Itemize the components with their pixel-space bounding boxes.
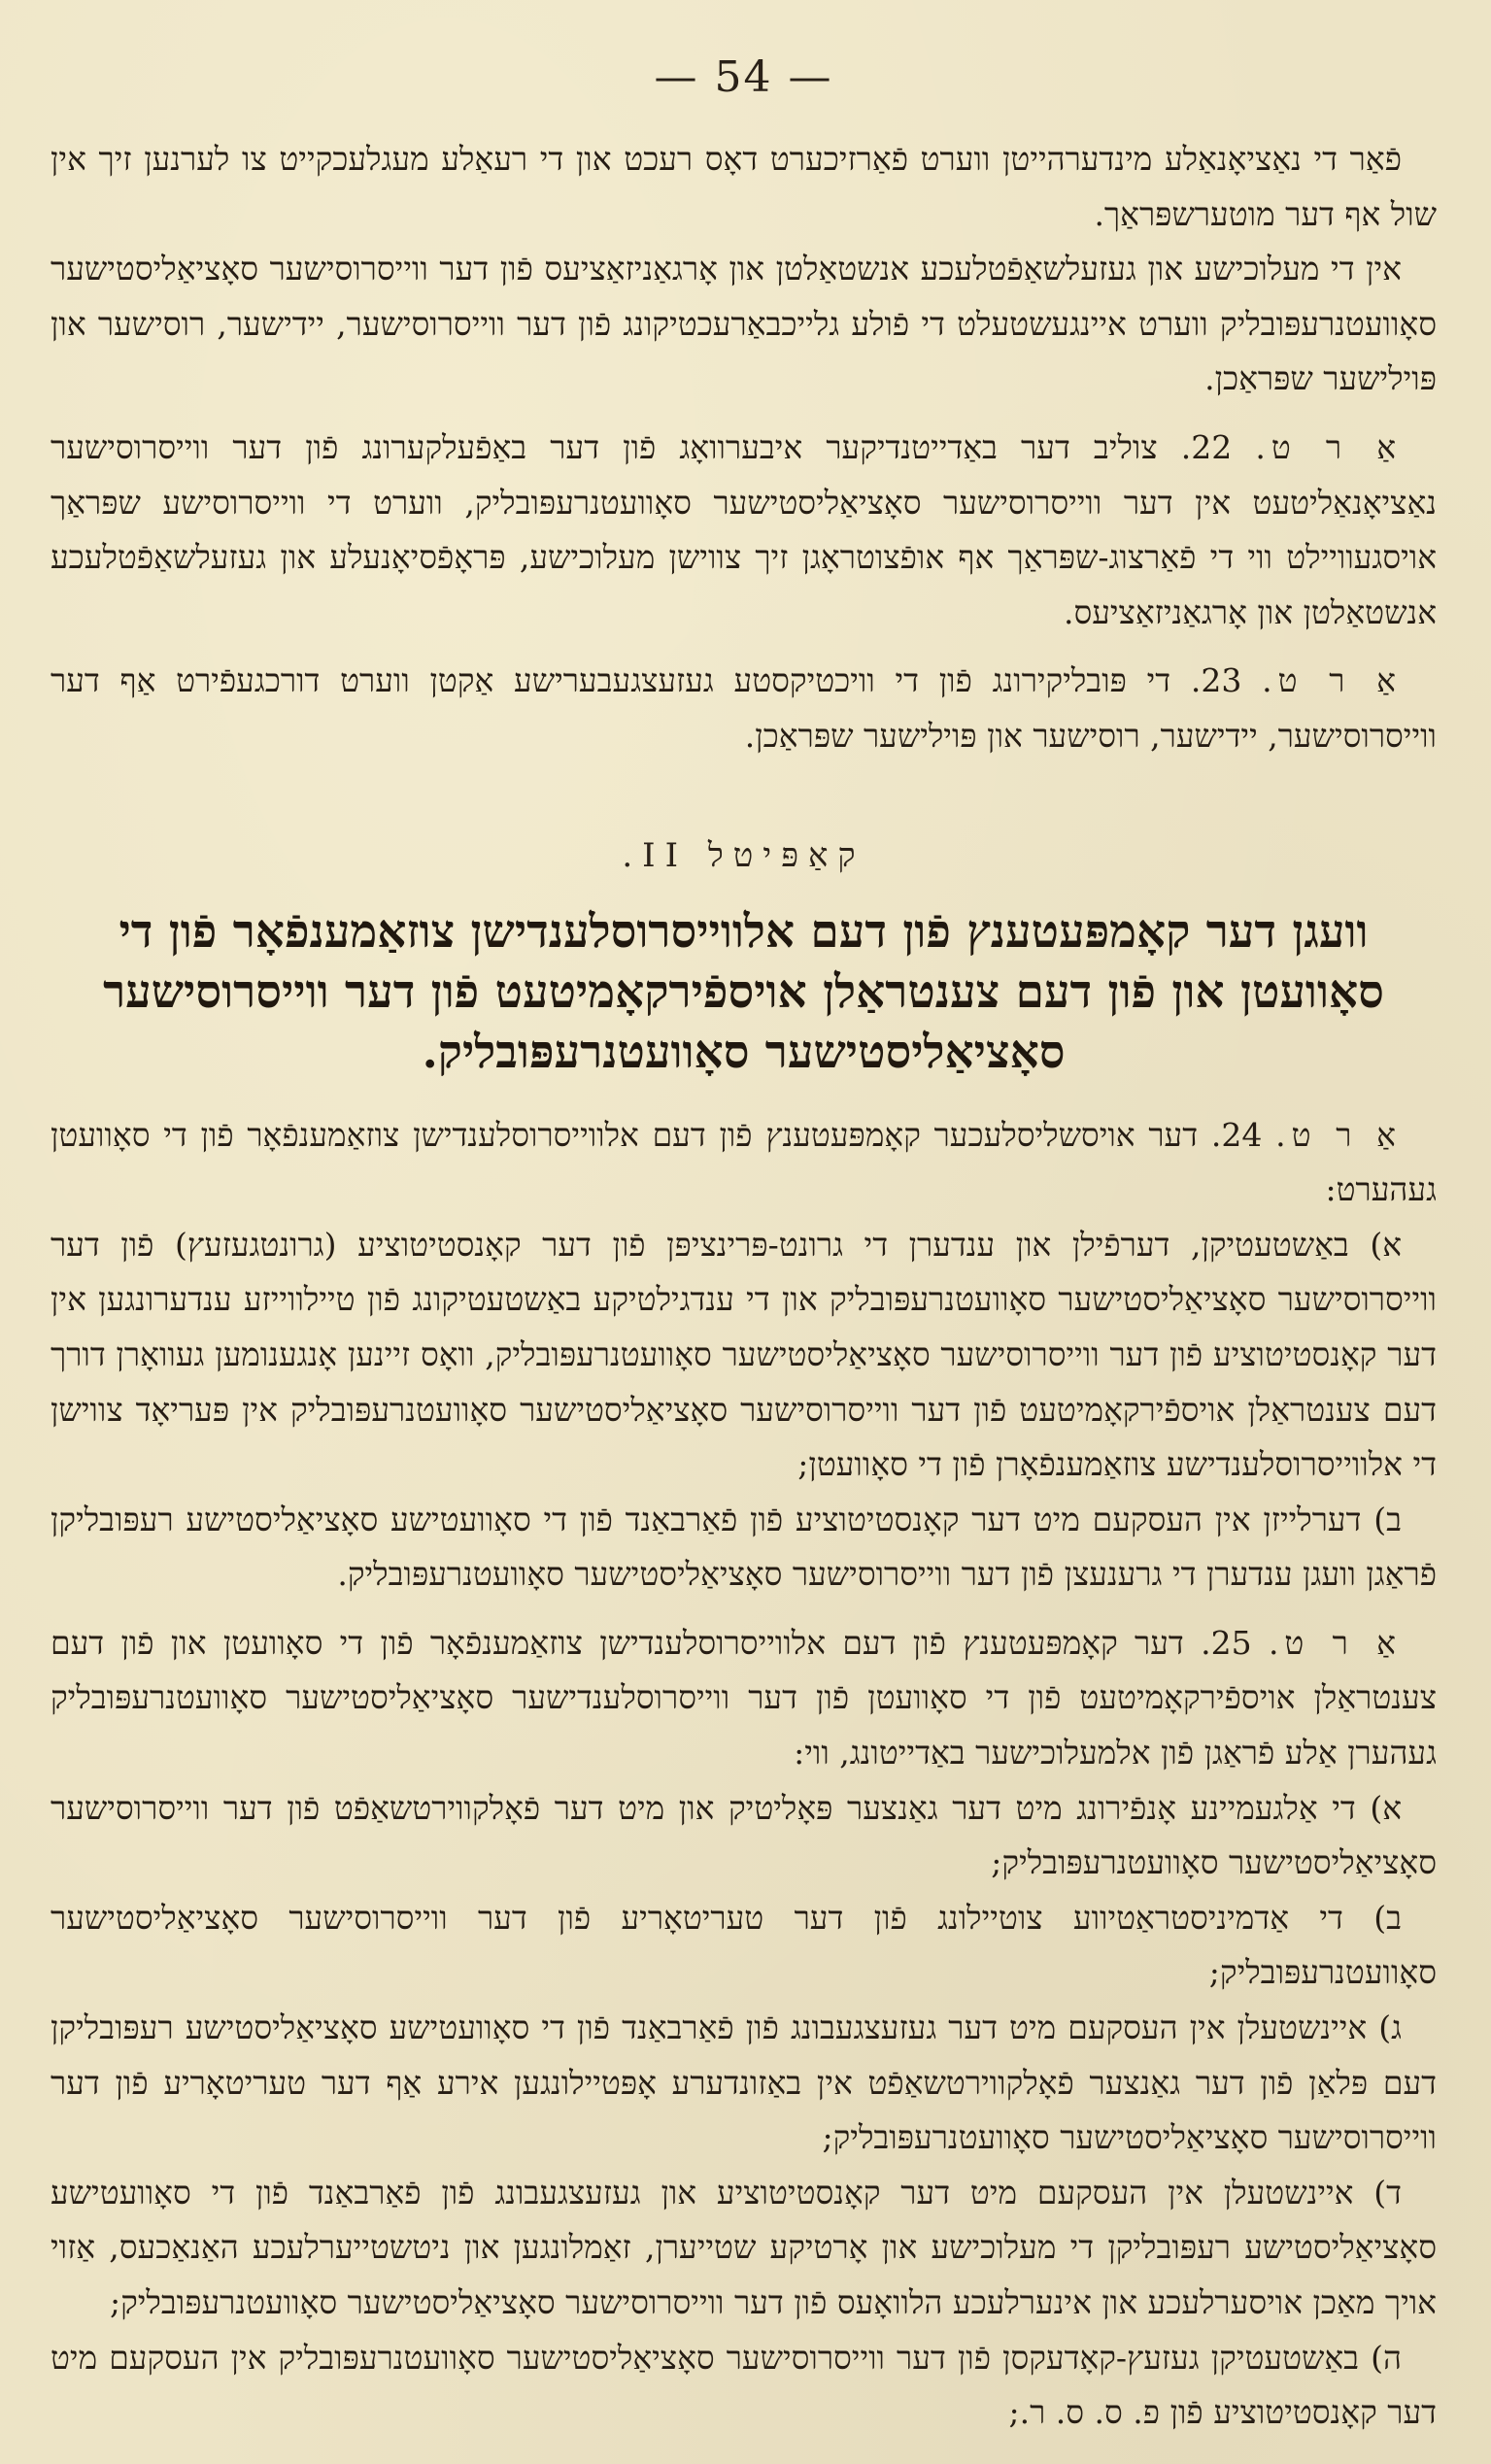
article-25 <box>51 1616 1437 1781</box>
article-23-text: די פּובליקירונג פֿון די וויכטיקסטע געזעצגעבערישע אַקטן ווערט דורכגעפֿירט אַף דער ווייסרוסישער, יידישער, רוסישער און פּוילישער שפּראַכן. <box>51 661 1437 755</box>
chapter-label: קאַפּיטל II. <box>622 835 865 875</box>
article-22 <box>51 421 1437 640</box>
article-24-label: אַ ר ט. <box>1275 1115 1402 1154</box>
article-22-label: אַ ר ט. <box>1255 427 1402 466</box>
article-25-item-c: ג) איינשטעלן אין העסקעם מיט דער געזעצגעבונג פֿון פֿאַרבאַנד פֿון די סאָוועטישע סאָציאַליסטישע רעפּובליקן דעם פּלאַן פֿון דער גאַנצער פֿאָלקווירטשאַפֿט אין באַזונדערע אָפּטיילונגען אירע אַף דער טעריטאָריע פֿון דער ווייסרוסישער סאָציאַליסטישער סאָוועטנרעפּובליק; <box>51 2008 1437 2157</box>
article-25-item-b: ב) די אַדמיניסטראַטיווע צוטיילונג פֿון דער טעריטאָריע פֿון דער ווייסרוסישער סאָציאַליסטישער סאָוועטנרעפּובליק; <box>51 1898 1437 1992</box>
article-25-label: אַ ר ט. <box>1268 1623 1402 1662</box>
article-25-item-e: ה) באַשטעטיקן געזעץ-קאָדעקסן פֿון דער ווייסרוסישער סאָציאַליסטישער סאָוועטנרעפּובליק אין העסקעם מיט דער קאָנסטיטוציע פֿון פ. ס. ס. ר.; <box>51 2338 1437 2432</box>
article-25-number: 25. <box>1201 1623 1252 1662</box>
intro-paragraph-languages: אין די מעלוכישע און געזעלשאַפֿטלעכע אנשטאַלטן און אָרגאַניזאַציעס פֿון דער ווייסרוסישער סאָציאַליסטישער סאָוועטנרעפּובליק ווערט איינגעשטעלט די פֿולע גלייכבאַרעכטיקונג פֿון דער ווייסרוסישער, יידישער, רוסישער און פּוילישער שפּראַכן. <box>51 250 1437 398</box>
article-23 <box>51 654 1437 763</box>
intro-paragraph-minorities: פֿאַר די נאַציאָנאַלע מינדערהייטן ווערט פֿאַרזיכערט דאָס רעכט און די רעאַלע מעגלעכקייט צו לערנען זיך אין שול אף דער מוטערשפּראַך. <box>51 140 1437 233</box>
article-22-number: 22. <box>1180 427 1233 466</box>
article-23-number: 23. <box>1190 661 1242 700</box>
article-25-item-a: א) די אַלגעמיינע אָנפֿירונג מיט דער גאַנצער פּאָליטיק און מיט דער פֿאָלקווירטשאַפֿט פֿון דער ווייסרוסישער סאָציאַליסטישער סאָוועטנרעפּובליק; <box>51 1788 1437 1882</box>
article-24-item-a: א) באַשטעטיקן, דערפֿילן און ענדערן די גרונט-פּרינציפּן פֿון דער קאָנסטיטוציע (גרונטגעזעץ) פֿון דער ווייסרוסישער סאָציאַליסטישער סאָוועטנרעפּובליק און די ענדגילטיקע באַשטעטיקונג פֿון טיילווייזע ענדערונגען אין דער קאָנסטיטוציע פֿון דער ווייסרוסישער סאָציאַליסטישער סאָוועטנרעפּובליק, וואָס זיינען אָנגענומען געוואָרן דורך דעם צענטראַלן אויספֿירקאָמיטעט פֿון דער ווייסרוסישער סאָציאַליסטישער סאָוועטנרעפּובליק אין פּעריאָד צווישן די אלווייסרוסלענדישע צוזאַמענפֿאָרן פֿון די סאָוועטן; <box>51 1225 1437 1484</box>
article-22-text: צוליב דער באַדייטנדיקער איבערוואָג פֿון דער באַפֿעלקערונג פֿון דער ווייסרוסישער נאַציאָנאַליטעט אין דער ווייסרוסישער סאָציאַליסטישער סאָוועטנרעפּובליק, ווערט די ווייסרוסישע שפּראַך אויסגעוויילט ווי די פֿאַרצוג-שפּראַך אף אופֿצוטראָגן זיך צווישן מעלוכישע, פּראָפֿסיאָנעלע און געזעלשאַפֿטלעכע אנשטאַלטן און אָרגאַניזאַציעס. <box>51 427 1437 631</box>
article-25-text: דער קאָמפּעטענץ פֿון דעם אלווייסרוסלענדישן צוזאַמענפֿאָר פֿון די סאָוועטן און פֿון דעם צענטראַלן אויספֿירקאָמיטעט פֿון די סאָוועטן פֿון דער ווייסרוסלענדישער סאָציאַליסטישער סאָוועטנרעפּובליק געהערן אַלע פֿראַגן פֿון אלמעלוכישער באַדייטונג, ווי: <box>51 1623 1437 1772</box>
article-23-label: אַ ר ט. <box>1262 661 1402 700</box>
article-24-text: דער אויסשליסלעכער קאָמפּעטענץ פֿון דעם אלווייסרוסלענדישן צוזאַמענפֿאָר פֿון די סאָוועטן געהערט: <box>51 1115 1437 1209</box>
document-body <box>51 132 1437 2441</box>
page-number: — 54 — <box>654 52 833 102</box>
article-25-item-d: ד) איינשטעלן אין העסקעם מיט דער קאָנסטיטוציע און געזעצגעבונג פֿון פֿאַרבאַנד פֿון די סאָוועטישע סאָציאַליסטישע רעפּובליקן די מעלוכישע און אָרטיקע שטייערן, זאַמלונגען און ניטשטייערלעכע האַנאַכעס, אַזוי אויך מאַכן אויסערלעכע און אינערלעכע הלוואָעס פֿון דער ווייסרוסישער סאָציאַליסטישער סאָוועטנרעפּובליק; <box>51 2173 1437 2321</box>
article-24-number: 24. <box>1210 1115 1263 1154</box>
article-24 <box>51 1108 1437 1218</box>
chapter-title: וועגן דער קאָמפּעטענץ פֿון דעם אלווייסרוסלענדישן צוזאַמענפֿאָר פֿון די סאָוועטן און פֿון דעם צענטראַלן אויספֿירקאָמיטעט פֿון דער ווייסרוסישער סאָציאַליסטישער סאָוועטנרעפּובליק. <box>103 904 1384 1079</box>
article-24-item-b: ב) דערלייזן אין העסקעם מיט דער קאָנסטיטוציע פֿון פֿאַרבאַנד פֿון די סאָוועטישע סאָציאַליסטישע רעפּובליקן פֿראַגן וועגן ענדערן די גרענעצן פֿון דער ווייסרוסישער סאָציאַליסטישער סאָוועטנרעפּובליק. <box>51 1500 1437 1594</box>
